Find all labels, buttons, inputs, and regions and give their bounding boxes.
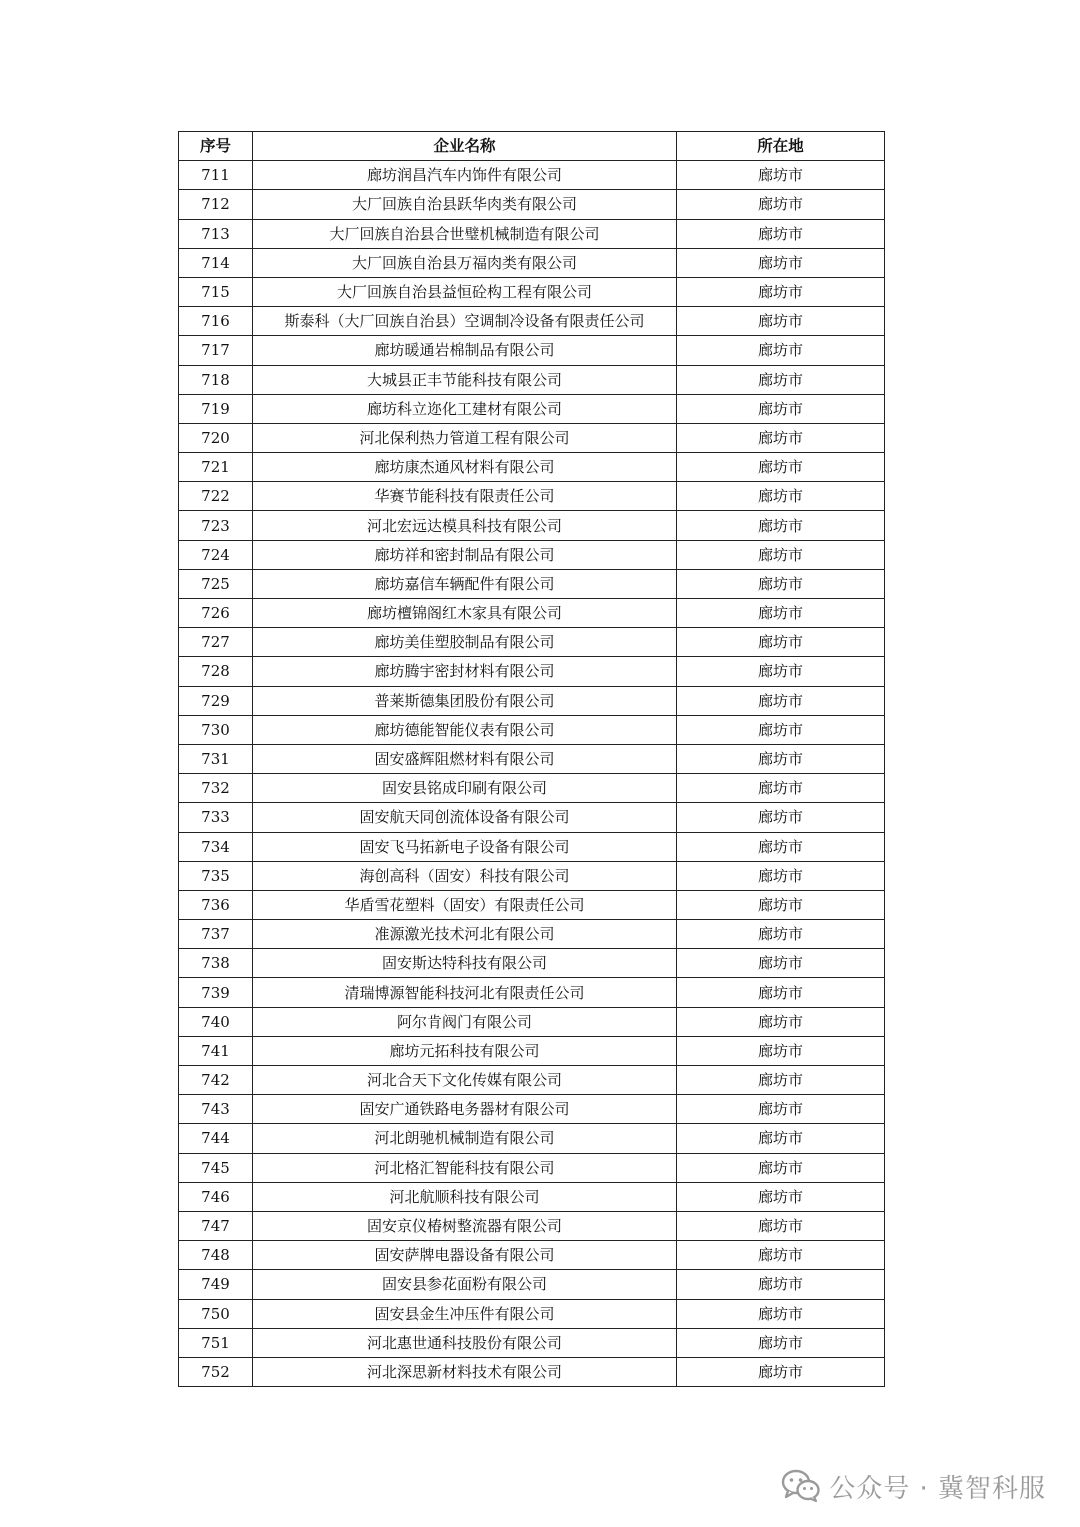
cell-company-name: 河北宏远达模具科技有限公司 (253, 511, 677, 540)
table-row (179, 1241, 885, 1270)
header-name: 企业名称 (253, 132, 677, 161)
cell-seq: 717 (179, 336, 253, 365)
cell-seq: 720 (179, 423, 253, 452)
cell-company-name: 固安县参花面粉有限公司 (253, 1270, 677, 1299)
company-table (178, 131, 885, 1387)
cell-location: 廊坊市 (677, 365, 885, 394)
cell-seq: 752 (179, 1357, 253, 1386)
cell-seq: 742 (179, 1066, 253, 1095)
cell-company-name: 华赛节能科技有限责任公司 (253, 482, 677, 511)
cell-company-name: 河北惠世通科技股份有限公司 (253, 1328, 677, 1357)
cell-location: 廊坊市 (677, 978, 885, 1007)
header-row (179, 132, 885, 161)
cell-company-name: 廊坊祥和密封制品有限公司 (253, 540, 677, 569)
cell-seq: 716 (179, 307, 253, 336)
cell-seq: 728 (179, 657, 253, 686)
cell-company-name: 阿尔肯阀门有限公司 (253, 1007, 677, 1036)
cell-seq: 727 (179, 628, 253, 657)
cell-seq: 714 (179, 248, 253, 277)
cell-seq: 725 (179, 569, 253, 598)
header-seq: 序号 (179, 132, 253, 161)
cell-location: 廊坊市 (677, 423, 885, 452)
cell-company-name: 准源激光技术河北有限公司 (253, 920, 677, 949)
cell-location: 廊坊市 (677, 219, 885, 248)
cell-seq: 738 (179, 949, 253, 978)
table-row (179, 569, 885, 598)
cell-location: 廊坊市 (677, 1211, 885, 1240)
cell-seq: 745 (179, 1153, 253, 1182)
table-header (179, 132, 885, 161)
cell-company-name: 廊坊康杰通风材料有限公司 (253, 453, 677, 482)
table-row (179, 453, 885, 482)
table-row (179, 1270, 885, 1299)
cell-location: 廊坊市 (677, 482, 885, 511)
cell-location: 廊坊市 (677, 890, 885, 919)
cell-seq: 724 (179, 540, 253, 569)
cell-location: 廊坊市 (677, 190, 885, 219)
cell-location: 廊坊市 (677, 569, 885, 598)
table-row (179, 920, 885, 949)
cell-location: 廊坊市 (677, 1270, 885, 1299)
table-row (179, 161, 885, 190)
table-row (179, 1153, 885, 1182)
cell-seq: 741 (179, 1036, 253, 1065)
cell-location: 廊坊市 (677, 774, 885, 803)
cell-company-name: 大厂回族自治县跃华肉类有限公司 (253, 190, 677, 219)
cell-location: 廊坊市 (677, 277, 885, 306)
cell-company-name: 廊坊元拓科技有限公司 (253, 1036, 677, 1065)
cell-company-name: 廊坊暖通岩棉制品有限公司 (253, 336, 677, 365)
cell-seq: 730 (179, 715, 253, 744)
cell-seq: 750 (179, 1299, 253, 1328)
table-row (179, 423, 885, 452)
cell-company-name: 海创高科（固安）科技有限公司 (253, 861, 677, 890)
cell-seq: 719 (179, 394, 253, 423)
table-row (179, 277, 885, 306)
cell-company-name: 固安京仪椿树整流器有限公司 (253, 1211, 677, 1240)
cell-seq: 733 (179, 803, 253, 832)
cell-location: 廊坊市 (677, 1357, 885, 1386)
cell-company-name: 清瑞博源智能科技河北有限责任公司 (253, 978, 677, 1007)
cell-company-name: 河北航顺科技有限公司 (253, 1182, 677, 1211)
cell-company-name: 普莱斯德集团股份有限公司 (253, 686, 677, 715)
cell-location: 廊坊市 (677, 744, 885, 773)
cell-location: 廊坊市 (677, 453, 885, 482)
cell-company-name: 固安盛辉阻燃材料有限公司 (253, 744, 677, 773)
table-row (179, 1299, 885, 1328)
cell-company-name: 廊坊美佳塑胶制品有限公司 (253, 628, 677, 657)
table-row (179, 628, 885, 657)
table-row (179, 1124, 885, 1153)
cell-seq: 748 (179, 1241, 253, 1270)
cell-location: 廊坊市 (677, 920, 885, 949)
table-row (179, 394, 885, 423)
cell-seq: 739 (179, 978, 253, 1007)
cell-seq: 746 (179, 1182, 253, 1211)
cell-company-name: 固安广通铁路电务器材有限公司 (253, 1095, 677, 1124)
cell-seq: 726 (179, 599, 253, 628)
cell-seq: 744 (179, 1124, 253, 1153)
table-row (179, 774, 885, 803)
cell-seq: 718 (179, 365, 253, 394)
table-row (179, 1095, 885, 1124)
cell-location: 廊坊市 (677, 1095, 885, 1124)
cell-company-name: 河北深思新材料技术有限公司 (253, 1357, 677, 1386)
table-row (179, 190, 885, 219)
cell-seq: 737 (179, 920, 253, 949)
table-row (179, 744, 885, 773)
cell-company-name: 廊坊科立迩化工建材有限公司 (253, 394, 677, 423)
cell-company-name: 廊坊润昌汽车内饰件有限公司 (253, 161, 677, 190)
cell-company-name: 大厂回族自治县万福肉类有限公司 (253, 248, 677, 277)
cell-location: 廊坊市 (677, 1241, 885, 1270)
cell-company-name: 固安萨牌电器设备有限公司 (253, 1241, 677, 1270)
cell-location: 廊坊市 (677, 511, 885, 540)
cell-company-name: 河北朗驰机械制造有限公司 (253, 1124, 677, 1153)
cell-seq: 749 (179, 1270, 253, 1299)
table-row (179, 1007, 885, 1036)
cell-seq: 732 (179, 774, 253, 803)
table-row (179, 1066, 885, 1095)
table-row (179, 832, 885, 861)
cell-seq: 715 (179, 277, 253, 306)
table-row (179, 511, 885, 540)
table-row (179, 1182, 885, 1211)
cell-company-name: 廊坊檀锦阁红木家具有限公司 (253, 599, 677, 628)
cell-location: 廊坊市 (677, 540, 885, 569)
cell-location: 廊坊市 (677, 686, 885, 715)
watermark-text: 公众号 · 冀智科服 (829, 1473, 1046, 1504)
cell-location: 廊坊市 (677, 1299, 885, 1328)
table-row (179, 248, 885, 277)
cell-location: 廊坊市 (677, 599, 885, 628)
cell-location: 廊坊市 (677, 1066, 885, 1095)
cell-seq: 711 (179, 161, 253, 190)
cell-location: 廊坊市 (677, 1007, 885, 1036)
cell-seq: 723 (179, 511, 253, 540)
cell-company-name: 华盾雪花塑料（固安）有限责任公司 (253, 890, 677, 919)
cell-company-name: 河北保利热力管道工程有限公司 (253, 423, 677, 452)
table-row (179, 1328, 885, 1357)
cell-company-name: 固安县金生冲压件有限公司 (253, 1299, 677, 1328)
cell-location: 廊坊市 (677, 394, 885, 423)
cell-location: 廊坊市 (677, 1036, 885, 1065)
cell-seq: 734 (179, 832, 253, 861)
cell-company-name: 固安县铭成印刷有限公司 (253, 774, 677, 803)
cell-location: 廊坊市 (677, 1182, 885, 1211)
table-row (179, 336, 885, 365)
cell-company-name: 大厂回族自治县益恒砼构工程有限公司 (253, 277, 677, 306)
cell-company-name: 固安航天同创流体设备有限公司 (253, 803, 677, 832)
table-row (179, 599, 885, 628)
cell-company-name: 廊坊嘉信车辆配件有限公司 (253, 569, 677, 598)
cell-location: 廊坊市 (677, 803, 885, 832)
cell-location: 廊坊市 (677, 1328, 885, 1357)
table-row (179, 482, 885, 511)
header-location: 所在地 (677, 132, 885, 161)
table-row (179, 307, 885, 336)
cell-seq: 722 (179, 482, 253, 511)
cell-seq: 729 (179, 686, 253, 715)
cell-company-name: 廊坊腾宇密封材料有限公司 (253, 657, 677, 686)
cell-seq: 712 (179, 190, 253, 219)
cell-company-name: 河北合天下文化传媒有限公司 (253, 1066, 677, 1095)
cell-location: 廊坊市 (677, 161, 885, 190)
cell-company-name: 大厂回族自治县合世璧机械制造有限公司 (253, 219, 677, 248)
table-row (179, 890, 885, 919)
cell-company-name: 廊坊德能智能仪表有限公司 (253, 715, 677, 744)
cell-company-name: 河北格汇智能科技有限公司 (253, 1153, 677, 1182)
cell-seq: 713 (179, 219, 253, 248)
table-row (179, 1357, 885, 1386)
table-row (179, 978, 885, 1007)
cell-location: 廊坊市 (677, 832, 885, 861)
cell-company-name: 斯泰科（大厂回族自治县）空调制冷设备有限责任公司 (253, 307, 677, 336)
cell-location: 廊坊市 (677, 248, 885, 277)
table-row (179, 1036, 885, 1065)
table-row (179, 540, 885, 569)
cell-seq: 736 (179, 890, 253, 919)
cell-company-name: 固安飞马拓新电子设备有限公司 (253, 832, 677, 861)
cell-seq: 747 (179, 1211, 253, 1240)
cell-seq: 743 (179, 1095, 253, 1124)
wechat-icon (781, 1469, 821, 1503)
table-row (179, 1211, 885, 1240)
cell-location: 廊坊市 (677, 307, 885, 336)
table-row (179, 219, 885, 248)
table-row (179, 949, 885, 978)
cell-location: 廊坊市 (677, 861, 885, 890)
cell-location: 廊坊市 (677, 1124, 885, 1153)
cell-location: 廊坊市 (677, 949, 885, 978)
table-row (179, 803, 885, 832)
cell-seq: 735 (179, 861, 253, 890)
table-row (179, 861, 885, 890)
cell-seq: 731 (179, 744, 253, 773)
cell-location: 廊坊市 (677, 628, 885, 657)
cell-location: 廊坊市 (677, 715, 885, 744)
table-body (179, 161, 885, 1387)
cell-seq: 721 (179, 453, 253, 482)
cell-company-name: 大城县正丰节能科技有限公司 (253, 365, 677, 394)
table-row (179, 657, 885, 686)
table-row (179, 365, 885, 394)
cell-seq: 740 (179, 1007, 253, 1036)
watermark (781, 1466, 1046, 1506)
cell-location: 廊坊市 (677, 1153, 885, 1182)
table-row (179, 686, 885, 715)
table-row (179, 715, 885, 744)
cell-location: 廊坊市 (677, 336, 885, 365)
cell-company-name: 固安斯达特科技有限公司 (253, 949, 677, 978)
cell-location: 廊坊市 (677, 657, 885, 686)
cell-seq: 751 (179, 1328, 253, 1357)
